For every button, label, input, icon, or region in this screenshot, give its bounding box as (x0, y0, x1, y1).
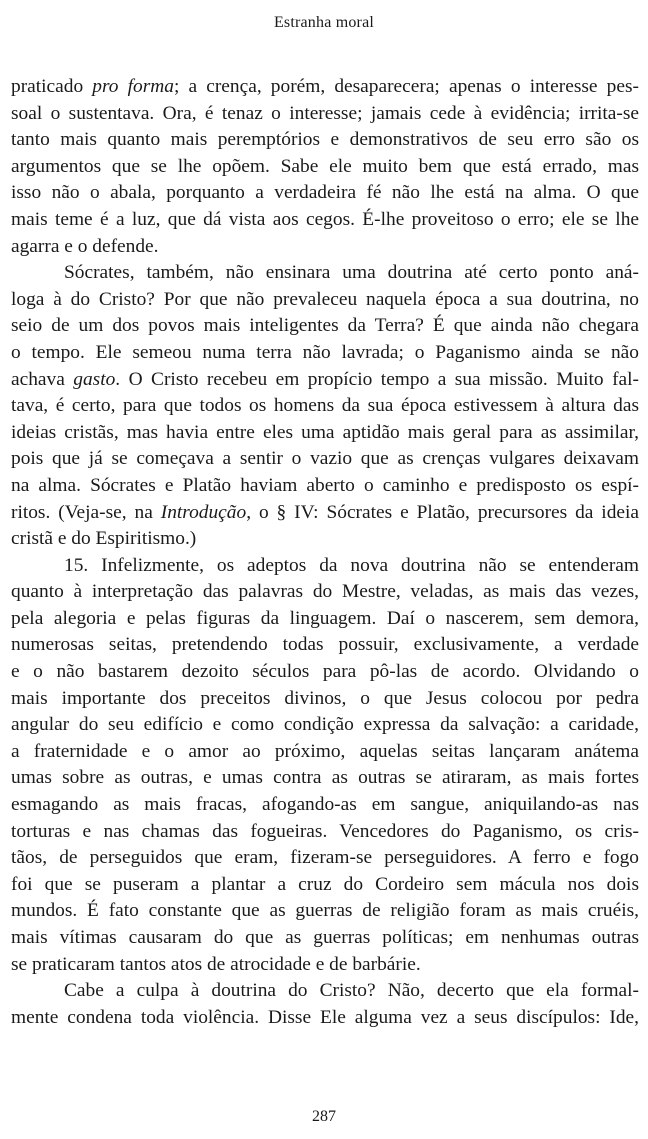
text-line: angular do seu edifício e como condição expressa da salvação: a caridade, (11, 714, 639, 736)
running-head: Estranha moral (273, 14, 375, 31)
text-line: na alma. Sócrates e Platão haviam aberto o caminho e predisposto os espí- (11, 474, 639, 496)
text-line: tãos, de perseguidos que eram, fizeram-se perseguidores. A ferro e fogo (11, 847, 639, 869)
paragraph-start-line: Sócrates, também, não ensinara uma doutrina até certo ponto aná- (64, 262, 639, 284)
text-line: se praticaram tantos atos de atrocidade e de barbárie. (11, 953, 421, 975)
text-line: e o não bastarem dezoito séculos para pô-las de acordo. Olvidando o (11, 661, 639, 683)
text-line: foi que se puseram a plantar a cruz do Cordeiro sem mácula nos dois (11, 873, 639, 895)
text-line: pois que já se começava a sentir o vazio que as crenças vulgares deixavam (11, 448, 639, 470)
text-line: esmagando as mais fracas, afogando-as em sangue, aniquilando-as nas (11, 794, 639, 816)
text-line: ideias cristãs, mas havia entre eles uma aptidão mais geral para as assimilar, (11, 421, 639, 443)
text-line: pela alegoria e pelas figuras da linguagem. Daí o nascerem, sem demora, (11, 607, 639, 629)
text-line: mais vítimas causaram do que as guerras políticas; em nenhumas outras (11, 927, 639, 948)
paragraph-start-line: 15. Infelizmente, os adeptos da nova doutrina não se entenderam (64, 554, 639, 576)
text-line: o tempo. Ele semeou numa terra não lavrada; o Paganismo ainda se não (11, 341, 639, 363)
text-line: mente condena toda violência. Disse Ele alguma vez a seus discípulos: Ide, (11, 1006, 639, 1028)
text-line: cristã e do Espiritismo.) (11, 528, 197, 550)
text-line: a fraternidade e o amor ao próximo, aquelas seitas lançaram anátema (11, 740, 639, 762)
text-line: loga à do Cristo? Por que não prevaleceu naquela época a sua doutrina, no (11, 288, 639, 310)
paragraph-start-line: Cabe a culpa à doutrina do Cristo? Não, decerto que ela formal- (64, 980, 639, 1002)
text-line: soal o sustentava. Ora, é tenaz o interesse; jamais cede à evidência; irrita-se (11, 102, 639, 124)
text-line: quanto à interpretação das palavras do Mestre, veladas, as mais das vezes, (11, 581, 639, 603)
text-line: ritos. (Veja-se, na Introdução, o § IV: Sócrates e Platão, precursores da ideia (11, 501, 639, 523)
text-line: torturas e nas chamas das fogueiras. Vencedores do Paganismo, os cris- (11, 820, 639, 842)
text-line: tanto mais quanto mais peremptórios e demonstrativos de seu erro são os (11, 129, 639, 151)
text-line: achava gasto. O Cristo recebeu em propício tempo a sua missão. Muito fal- (11, 368, 639, 390)
body-text (11, 74, 639, 1031)
text-line: tava, é certo, para que todos os homens da sua época estivessem à altura das (11, 395, 639, 417)
text-line: numerosas seitas, pretendendo todas possuir, exclusivamente, a verdade (11, 634, 639, 656)
text-line: praticado pro forma; a crença, porém, desaparecera; apenas o interesse pes- (11, 76, 639, 97)
text-line: isso não o abala, porquanto a verdadeira fé não lhe está na alma. O que (11, 182, 639, 204)
text-line: mais importante dos preceitos divinos, o que Jesus colocou por pedra (11, 687, 639, 709)
text-line: seio de um dos povos mais inteligentes da Terra? É que ainda não chegara (11, 315, 639, 337)
text-line: umas sobre as outras, e umas contra as outras se atiraram, as mais fortes (11, 767, 639, 789)
text-line: argumentos que se lhe opõem. Sabe ele muito bem que está errado, mas (11, 155, 639, 177)
page-number: 287 (312, 1108, 336, 1125)
text-line: mundos. É fato constante que as guerras de religião foram as mais cruéis, (11, 900, 639, 922)
text-line: mais teme é a luz, que dá vista aos cegos. É-lhe proveitoso o erro; ele se lhe (11, 208, 639, 230)
text-line: agarra e o defende. (11, 235, 159, 257)
